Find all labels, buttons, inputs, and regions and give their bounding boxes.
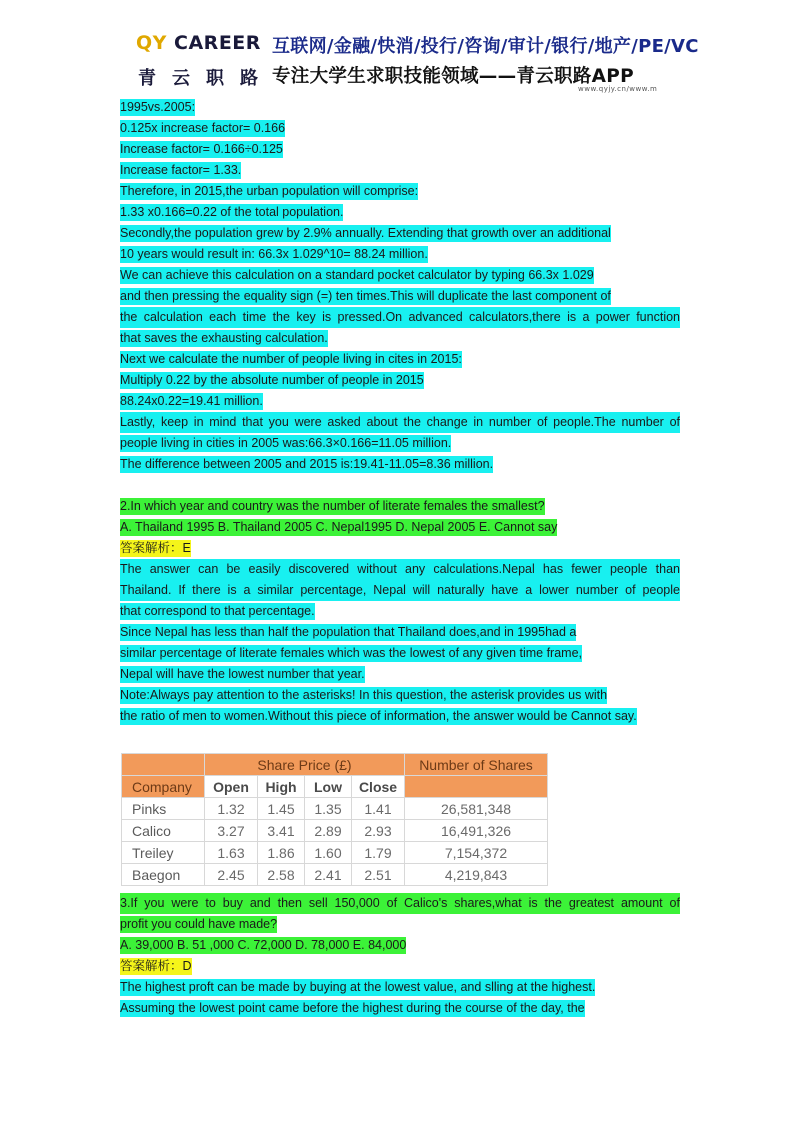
text-line-content: 88.24x0.22=19.41 million. (120, 394, 263, 408)
text-line (120, 118, 680, 139)
table-row (122, 864, 548, 886)
table-header-low: Low (305, 776, 352, 798)
text-line (120, 391, 680, 412)
text-line (120, 202, 680, 223)
text-line-content: Lastly, keep in mind that you were asked about the change in number of people.The number of (120, 412, 680, 433)
table-row (122, 798, 548, 820)
text-line-content: The highest proft can be made by buying at the lowest value, and slling at the highest. (120, 980, 596, 994)
text-line (120, 706, 680, 727)
table-cell-low: 2.89 (305, 820, 352, 842)
text-line-content: A. Thailand 1995 B. Thailand 2005 C. Nepal1995 D. Nepal 2005 E. Cannot say (120, 520, 558, 534)
text-line (120, 223, 680, 244)
text-line-content: that correspond to that percentage. (120, 604, 315, 618)
text-line-content: the calculation each time the key is pressed.On advanced calculators,there is a power function (120, 307, 680, 328)
text-line-content: A. 39,000 B. 51 ,000 C. 72,000 D. 78,000 E. 84,000 (120, 938, 407, 952)
blank-line (120, 475, 680, 496)
table-header-open: Open (205, 776, 258, 798)
text-line-content: Next we calculate the number of people living in cites in 2015: (120, 352, 462, 366)
text-line-content: 1995vs.2005: (120, 100, 196, 114)
text-line-content: 答案解析：D (120, 959, 192, 973)
text-line-content: and then pressing the equality sign (=) ten times.This will duplicate the last component of (120, 289, 611, 303)
table-header-close: Close (352, 776, 405, 798)
table-header-shares-fill (405, 776, 548, 798)
text-line (120, 370, 680, 391)
table-cell-high: 1.45 (258, 798, 305, 820)
text-line (120, 998, 680, 1019)
text-line (120, 181, 680, 202)
text-line (120, 935, 680, 956)
text-line-content: 0.125x increase factor= 0.166 (120, 121, 286, 135)
header-slogan: 专注大学生求职技能领域——青云职路APP (272, 66, 634, 87)
page-header (0, 0, 800, 98)
table-cell-shares: 16,491,326 (405, 820, 548, 842)
table-cell-open: 3.27 (205, 820, 258, 842)
text-line-content: the ratio of men to women.Without this piece of information, the answer would be Cannot say. (120, 709, 637, 723)
table-cell-company: Calico (122, 820, 205, 842)
header-watermark: www.qyjy.cn/www.m (578, 85, 658, 93)
text-line (120, 517, 680, 538)
text-line (120, 139, 680, 160)
share-price-table (121, 753, 548, 886)
text-line-content: Note:Always pay attention to the asterisks! In this question, the asterisk provides us with (120, 688, 608, 702)
text-line (120, 559, 680, 580)
text-line-content: The difference between 2005 and 2015 is:19.41-11.05=8.36 million. (120, 457, 494, 471)
text-line (120, 956, 680, 977)
text-line-content: similar percentage of literate females which was the lowest of any given time frame, (120, 646, 583, 660)
text-line-content: Since Nepal has less than half the population that Thailand does,and in 1995had a (120, 625, 577, 639)
answer-section-top (120, 97, 680, 727)
text-line-content: 2.In which year and country was the number of literate females the smallest? (120, 499, 545, 513)
text-line (120, 265, 680, 286)
text-line-content: 10 years would result in: 66.3x 1.029^10= 88.24 million. (120, 247, 428, 261)
table-cell-shares: 4,219,843 (405, 864, 548, 886)
answer-section-bottom (120, 893, 680, 1019)
table-header-company: Company (122, 776, 205, 798)
text-line (120, 160, 680, 181)
text-line-content: Therefore, in 2015,the urban population will comprise: (120, 184, 419, 198)
text-line-content: Thailand. If there is a similar percentage, Nepal will naturally have a lower number of people (120, 580, 680, 601)
table-cell-close: 1.41 (352, 798, 405, 820)
share-price-table-image (121, 753, 548, 886)
table-cell-low: 1.60 (305, 842, 352, 864)
table-cell-low: 1.35 (305, 798, 352, 820)
table-cell-close: 2.51 (352, 864, 405, 886)
text-line (120, 307, 680, 328)
text-line-content: Increase factor= 1.33. (120, 163, 242, 177)
table-cell-open: 2.45 (205, 864, 258, 886)
table-header-high: High (258, 776, 305, 798)
text-line (120, 914, 680, 935)
table-cell-shares: 7,154,372 (405, 842, 548, 864)
text-line (120, 538, 680, 559)
table-cell-high: 1.86 (258, 842, 305, 864)
table-cell-high: 3.41 (258, 820, 305, 842)
table-cell-open: 1.32 (205, 798, 258, 820)
table-row (122, 842, 548, 864)
text-line (120, 286, 680, 307)
text-line (120, 580, 680, 601)
table-cell-close: 2.93 (352, 820, 405, 842)
table-cell-shares: 26,581,348 (405, 798, 548, 820)
header-industries: 互联网/金融/快消/投行/咨询/审计/银行/地产/PE/VC (272, 36, 699, 57)
text-line (120, 664, 680, 685)
table-row (122, 820, 548, 842)
text-line (120, 433, 680, 454)
text-line (120, 977, 680, 998)
table-header-share-price: Share Price (£) (205, 754, 405, 776)
table-header-number-of-shares: Number of Shares (405, 754, 548, 776)
share-table-body (122, 798, 548, 886)
text-line (120, 622, 680, 643)
table-header-blank (122, 754, 205, 776)
text-line-content: We can achieve this calculation on a standard pocket calculator by typing 66.3x 1.029 (120, 268, 594, 282)
text-line (120, 685, 680, 706)
table-cell-high: 2.58 (258, 864, 305, 886)
text-line-content: 1.33 x0.166=0.22 of the total population. (120, 205, 344, 219)
table-cell-open: 1.63 (205, 842, 258, 864)
table-cell-company: Treiley (122, 842, 205, 864)
text-line (120, 601, 680, 622)
table-cell-company: Pinks (122, 798, 205, 820)
table-cell-company: Baegon (122, 864, 205, 886)
text-line (120, 328, 680, 349)
logo-career: CAREER (166, 32, 261, 54)
brand-logo (136, 32, 261, 54)
text-line-content: profit you could have made? (120, 917, 278, 931)
text-line-content: Multiply 0.22 by the absolute number of people in 2015 (120, 373, 424, 387)
text-line-content: Increase factor= 0.166÷0.125 (120, 142, 283, 156)
text-line-content: Nepal will have the lowest number that year. (120, 667, 365, 681)
table-cell-low: 2.41 (305, 864, 352, 886)
text-line (120, 244, 680, 265)
text-line (120, 454, 680, 475)
logo-q: QY (136, 32, 167, 54)
text-line-content: people living in cities in 2005 was:66.3×0.166=11.05 million. (120, 436, 452, 450)
table-cell-close: 1.79 (352, 842, 405, 864)
text-line (120, 349, 680, 370)
text-line (120, 893, 680, 914)
text-line-content: that saves the exhausting calculation. (120, 331, 328, 345)
text-line-content: Secondly,the population grew by 2.9% annually. Extending that growth over an additional (120, 226, 611, 240)
text-line (120, 496, 680, 517)
text-line (120, 643, 680, 664)
text-line (120, 412, 680, 433)
text-line-content: 答案解析：E (120, 541, 191, 555)
logo-chinese: 青云职路 (138, 68, 274, 89)
text-line-content: The answer can be easily discovered without any calculations.Nepal has fewer people than (120, 559, 680, 580)
text-line-content: 3.If you were to buy and then sell 150,000 of Calico's shares,what is the greatest amount of (120, 893, 680, 914)
text-line (120, 97, 680, 118)
text-line-content: Assuming the lowest point came before the highest during the course of the day, the (120, 1001, 585, 1015)
